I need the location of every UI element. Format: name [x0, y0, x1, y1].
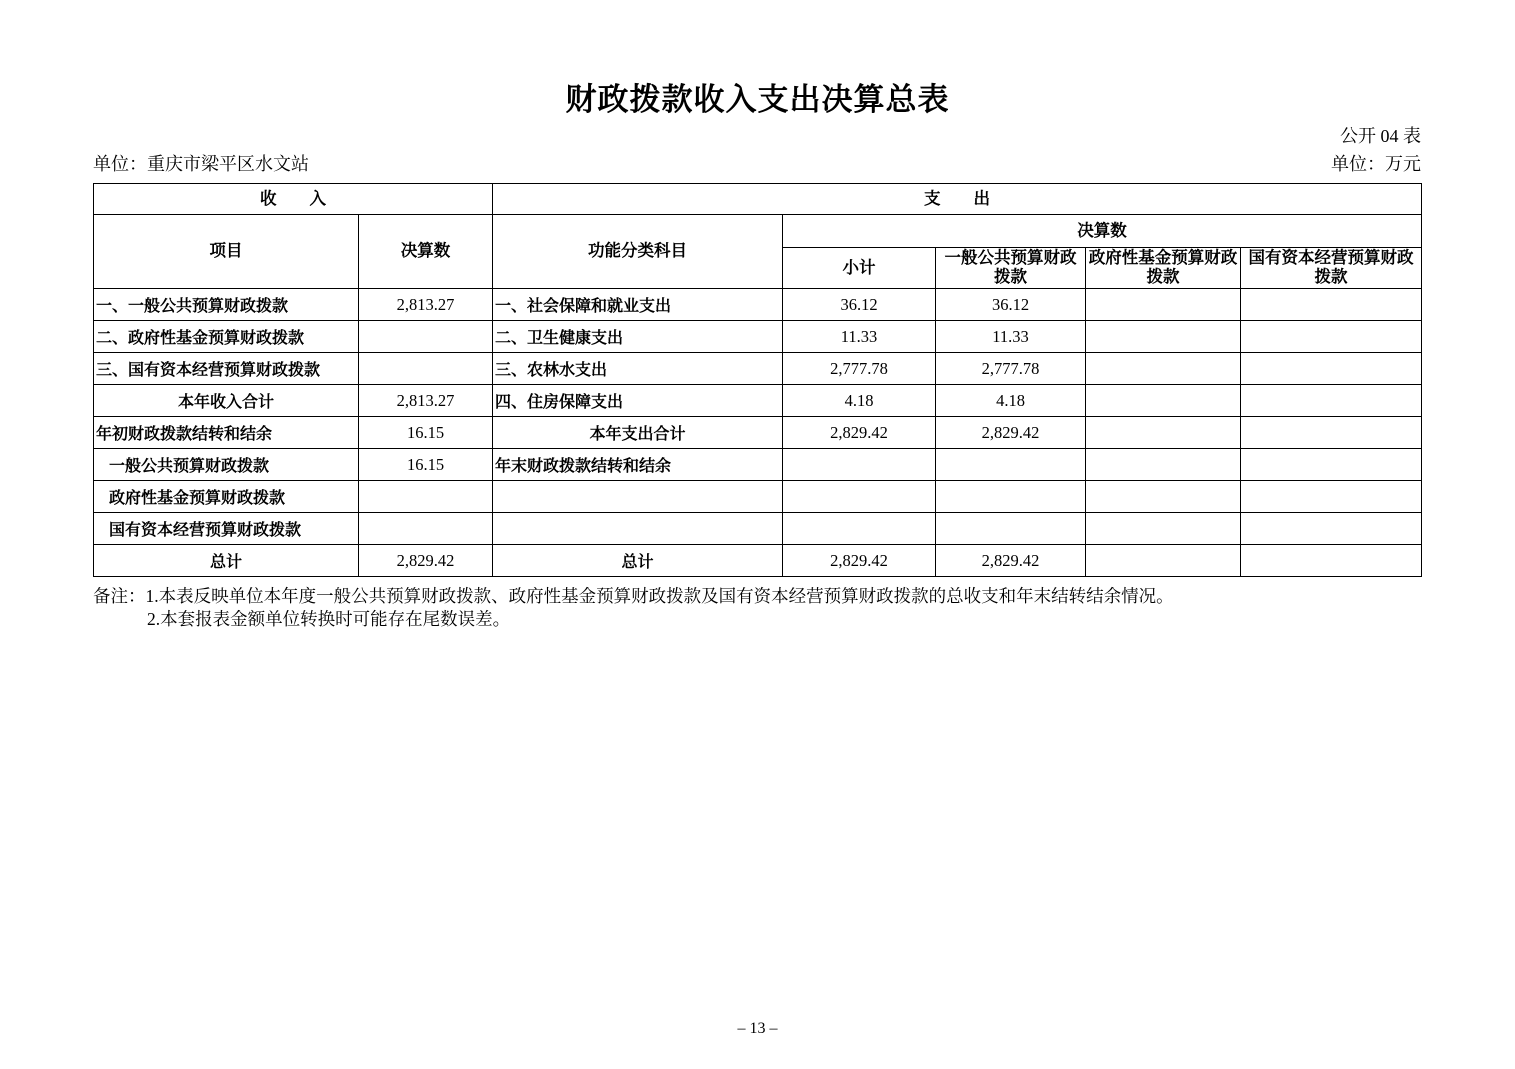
- item-cell: 一、一般公共预算财政拨款: [94, 289, 359, 321]
- amount-cell: 2,829.42: [359, 545, 493, 577]
- item-cell: 政府性基金预算财政拨款: [94, 481, 359, 513]
- col-header-state-capital: 国有资本经营预算财政拨款: [1241, 248, 1422, 289]
- col-header-amount: 决算数: [359, 215, 493, 289]
- general-budget-cell: 4.18: [936, 385, 1086, 417]
- item-cell: 二、政府性基金预算财政拨款: [94, 321, 359, 353]
- func-cell: 三、农林水支出: [493, 353, 783, 385]
- col-header-func: 功能分类科目: [493, 215, 783, 289]
- subtotal-cell: [783, 449, 936, 481]
- general-budget-cell: 36.12: [936, 289, 1086, 321]
- footnote-line-2: [93, 608, 1443, 631]
- gov-fund-cell: [1086, 385, 1241, 417]
- state-capital-cell: [1241, 481, 1422, 513]
- subtotal-cell: [783, 481, 936, 513]
- footnote-label: 备注：: [93, 586, 146, 606]
- fiscal-appropriation-table: [93, 183, 1422, 577]
- unit-name: 单位：重庆市梁平区水文站: [93, 154, 309, 174]
- item-cell: 年初财政拨款结转和结余: [94, 417, 359, 449]
- amount-cell: [359, 353, 493, 385]
- footnote-line-1: [93, 585, 1443, 608]
- col-header-expense-amount: 决算数: [783, 215, 1422, 248]
- table-row: [94, 417, 1422, 449]
- footnote-text-1: 1.本表反映单位本年度一般公共预算财政拨款、政府性基金预算财政拨款及国有资本经营预算财政拨款的总收支和年末结转结余情况。: [145, 586, 1174, 606]
- item-cell: 三、国有资本经营预算财政拨款: [94, 353, 359, 385]
- general-budget-cell: [936, 481, 1086, 513]
- general-budget-cell: 11.33: [936, 321, 1086, 353]
- col-header-gov-fund: 政府性基金预算财政拨款: [1086, 248, 1241, 289]
- gov-fund-cell: [1086, 449, 1241, 481]
- state-capital-cell: [1241, 449, 1422, 481]
- item-cell: 本年收入合计: [94, 385, 359, 417]
- func-cell: 总计: [493, 545, 783, 577]
- general-budget-cell: 2,829.42: [936, 545, 1086, 577]
- state-capital-cell: [1241, 385, 1422, 417]
- state-capital-cell: [1241, 513, 1422, 545]
- item-cell: 国有资本经营预算财政拨款: [94, 513, 359, 545]
- subtotal-cell: [783, 513, 936, 545]
- func-cell: [493, 513, 783, 545]
- table-code: 公开 04 表: [1340, 126, 1421, 146]
- gov-fund-cell: [1086, 353, 1241, 385]
- gov-fund-cell: [1086, 513, 1241, 545]
- amount-cell: [359, 321, 493, 353]
- state-capital-cell: [1241, 353, 1422, 385]
- table-row: [94, 449, 1422, 481]
- amount-cell: 16.15: [359, 417, 493, 449]
- table-row: [94, 545, 1422, 577]
- gov-fund-cell: [1086, 481, 1241, 513]
- state-capital-cell: [1241, 289, 1422, 321]
- gov-fund-cell: [1086, 321, 1241, 353]
- table-row: [94, 353, 1422, 385]
- func-cell: 本年支出合计: [493, 417, 783, 449]
- state-capital-cell: [1241, 545, 1422, 577]
- gov-fund-cell: [1086, 289, 1241, 321]
- table-row: [94, 513, 1422, 545]
- income-section-header: 收 入: [94, 184, 493, 215]
- subtotal-cell: 2,829.42: [783, 417, 936, 449]
- func-cell: 二、卫生健康支出: [493, 321, 783, 353]
- subtotal-cell: 4.18: [783, 385, 936, 417]
- amount-cell: 2,813.27: [359, 289, 493, 321]
- subtotal-cell: 11.33: [783, 321, 936, 353]
- func-cell: 年末财政拨款结转和结余: [493, 449, 783, 481]
- table-row: [94, 385, 1422, 417]
- unit-line: [93, 150, 1421, 176]
- page-number: – 13 –: [737, 1020, 778, 1037]
- col-header-subtotal: 小计: [783, 248, 936, 289]
- general-budget-cell: 2,777.78: [936, 353, 1086, 385]
- amount-cell: [359, 513, 493, 545]
- footnotes: [93, 585, 1443, 630]
- table-row: [94, 321, 1422, 353]
- state-capital-cell: [1241, 417, 1422, 449]
- func-cell: [493, 481, 783, 513]
- general-budget-cell: 2,829.42: [936, 417, 1086, 449]
- table-row: [94, 481, 1422, 513]
- subtotal-cell: 36.12: [783, 289, 936, 321]
- col-header-general-budget: 一般公共预算财政拨款: [936, 248, 1086, 289]
- unit-currency: 单位：万元: [1331, 154, 1421, 174]
- func-cell: 四、住房保障支出: [493, 385, 783, 417]
- page-title: 财政拨款收入支出决算总表: [565, 82, 950, 117]
- func-cell: 一、社会保障和就业支出: [493, 289, 783, 321]
- state-capital-cell: [1241, 321, 1422, 353]
- subtotal-cell: 2,777.78: [783, 353, 936, 385]
- footnote-text-2: 2.本套报表金额单位转换时可能存在尾数误差。: [147, 608, 511, 629]
- gov-fund-cell: [1086, 417, 1241, 449]
- item-cell: 总计: [94, 545, 359, 577]
- column-header-row-1: [94, 215, 1422, 248]
- section-header-row: [94, 184, 1422, 215]
- table-row: [94, 289, 1422, 321]
- amount-cell: 2,813.27: [359, 385, 493, 417]
- amount-cell: 16.15: [359, 449, 493, 481]
- col-header-item: 项目: [94, 215, 359, 289]
- general-budget-cell: [936, 513, 1086, 545]
- subtotal-cell: 2,829.42: [783, 545, 936, 577]
- gov-fund-cell: [1086, 545, 1241, 577]
- amount-cell: [359, 481, 493, 513]
- general-budget-cell: [936, 449, 1086, 481]
- item-cell: 一般公共预算财政拨款: [94, 449, 359, 481]
- expense-section-header: 支 出: [493, 184, 1422, 215]
